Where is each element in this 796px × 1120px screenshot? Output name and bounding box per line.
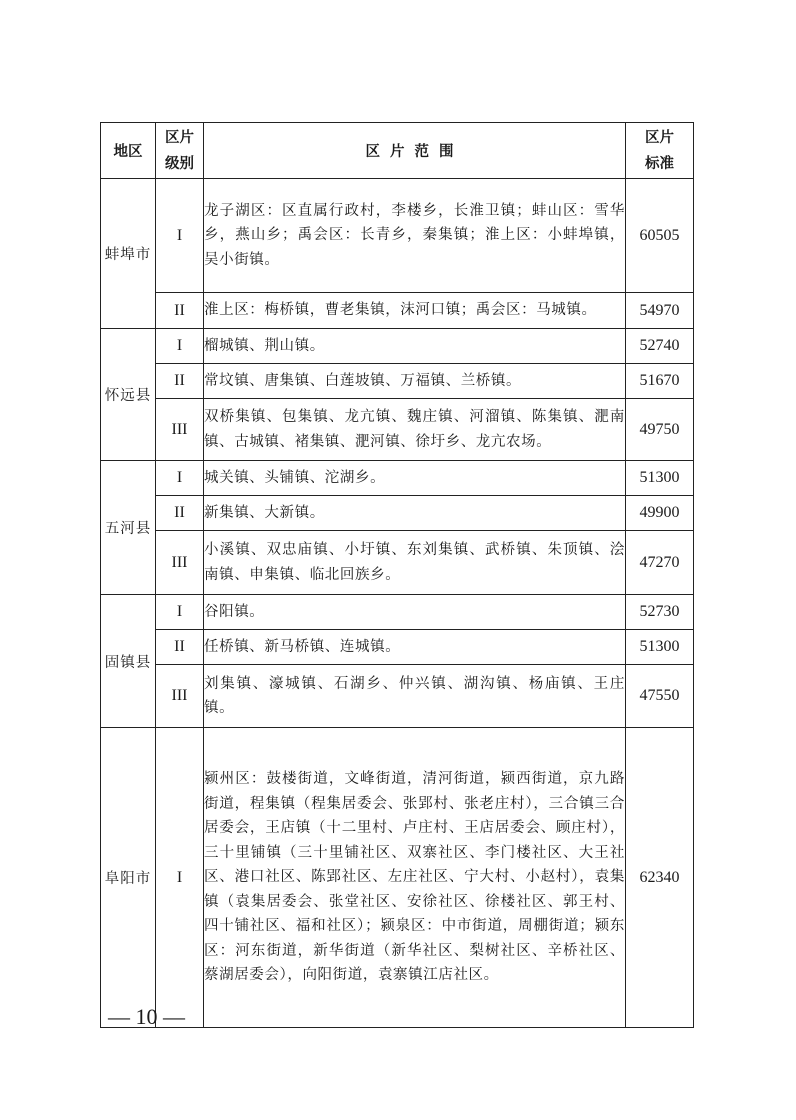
region-cell: 五河县: [101, 461, 156, 595]
table-row: [101, 179, 694, 293]
standard-cell: 52730: [626, 595, 694, 630]
table-row: [101, 364, 694, 399]
zone-price-table: [100, 122, 694, 1028]
range-cell: 任桥镇、新马桥镇、连城镇。: [204, 630, 626, 665]
range-cell: 淮上区：梅桥镇，曹老集镇，沫河口镇；禹会区：马城镇。: [204, 293, 626, 329]
level-cell: II: [156, 496, 204, 531]
header-region: 地区: [101, 123, 156, 179]
header-level: [156, 123, 204, 179]
header-standard: [626, 123, 694, 179]
range-cell: 刘集镇、濠城镇、石湖乡、仲兴镇、湖沟镇、杨庙镇、王庄镇。: [204, 665, 626, 728]
standard-cell: 51300: [626, 630, 694, 665]
range-cell: 城关镇、头铺镇、沱湖乡。: [204, 461, 626, 496]
table-body: [101, 179, 694, 1028]
table-row: [101, 399, 694, 461]
level-cell: III: [156, 399, 204, 461]
range-cell: 新集镇、大新镇。: [204, 496, 626, 531]
header-row: [101, 123, 694, 179]
level-cell: I: [156, 461, 204, 496]
range-cell: 龙子湖区：区直属行政村，李楼乡，长淮卫镇；蚌山区：雪华乡，燕山乡；禹会区：长青乡，秦集镇；淮上区：小蚌埠镇，吴小街镇。: [204, 179, 626, 293]
standard-cell: 51300: [626, 461, 694, 496]
range-cell: 小溪镇、双忠庙镇、小圩镇、东刘集镇、武桥镇、朱顶镇、浍南镇、申集镇、临北回族乡。: [204, 531, 626, 595]
level-cell: III: [156, 531, 204, 595]
level-cell: II: [156, 364, 204, 399]
header-level-text: 区片 级别: [165, 128, 194, 172]
table-row: [101, 665, 694, 728]
level-cell: I: [156, 728, 204, 1028]
standard-cell: 62340: [626, 728, 694, 1028]
range-cell: 颍州区：鼓楼街道，文峰街道，清河街道，颍西街道，京九路街道，程集镇（程集居委会、张郢村、张老庄村），三合镇三合居委会，王店镇（十二里村、卢庄村、王店居委会、顾庄村），三十里铺镇（三十里铺社区、双寨社区、李门楼社区、大王社区、港口社区、陈郢社区、左庄社区、宁大村、小赵村），袁集镇（袁集居委会、张堂社区、安徐社区、徐楼社区、郭王村、四十铺社区、福和社区）；颍泉区：中市街道，周棚街道；颍东区：河东街道，新华街道（新华社区、梨树社区、辛桥社区、蔡湖居委会），向阳街道，袁寨镇江店社区。: [204, 728, 626, 1028]
level-cell: III: [156, 665, 204, 728]
table-row: [101, 329, 694, 364]
region-cell: 蚌埠市: [101, 179, 156, 329]
level-cell: II: [156, 630, 204, 665]
range-cell: 榴城镇、荆山镇。: [204, 329, 626, 364]
standard-cell: 49750: [626, 399, 694, 461]
range-cell: 谷阳镇。: [204, 595, 626, 630]
table-row: [101, 496, 694, 531]
table-row: [101, 630, 694, 665]
standard-cell: 54970: [626, 293, 694, 329]
header-standard-text: 区片 标准: [645, 128, 674, 172]
region-cell: 怀远县: [101, 329, 156, 461]
standard-cell: 52740: [626, 329, 694, 364]
region-cell: 阜阳市: [101, 728, 156, 1028]
level-cell: I: [156, 329, 204, 364]
level-cell: I: [156, 179, 204, 293]
standard-cell: 51670: [626, 364, 694, 399]
level-cell: II: [156, 293, 204, 329]
range-cell: 双桥集镇、包集镇、龙亢镇、魏庄镇、河溜镇、陈集镇、淝南镇、古城镇、褚集镇、淝河镇、徐圩乡、龙亢农场。: [204, 399, 626, 461]
table-row: [101, 595, 694, 630]
table-row: [101, 728, 694, 1028]
standard-cell: 60505: [626, 179, 694, 293]
table-row: [101, 531, 694, 595]
range-cell: 常坟镇、唐集镇、白莲坡镇、万福镇、兰桥镇。: [204, 364, 626, 399]
header-range: 区片范围: [204, 123, 626, 179]
table-row: [101, 461, 694, 496]
standard-cell: 49900: [626, 496, 694, 531]
page-number: — 10 —: [108, 1004, 185, 1029]
table-row: [101, 293, 694, 329]
level-cell: I: [156, 595, 204, 630]
standard-cell: 47550: [626, 665, 694, 728]
standard-cell: 47270: [626, 531, 694, 595]
region-cell: 固镇县: [101, 595, 156, 728]
